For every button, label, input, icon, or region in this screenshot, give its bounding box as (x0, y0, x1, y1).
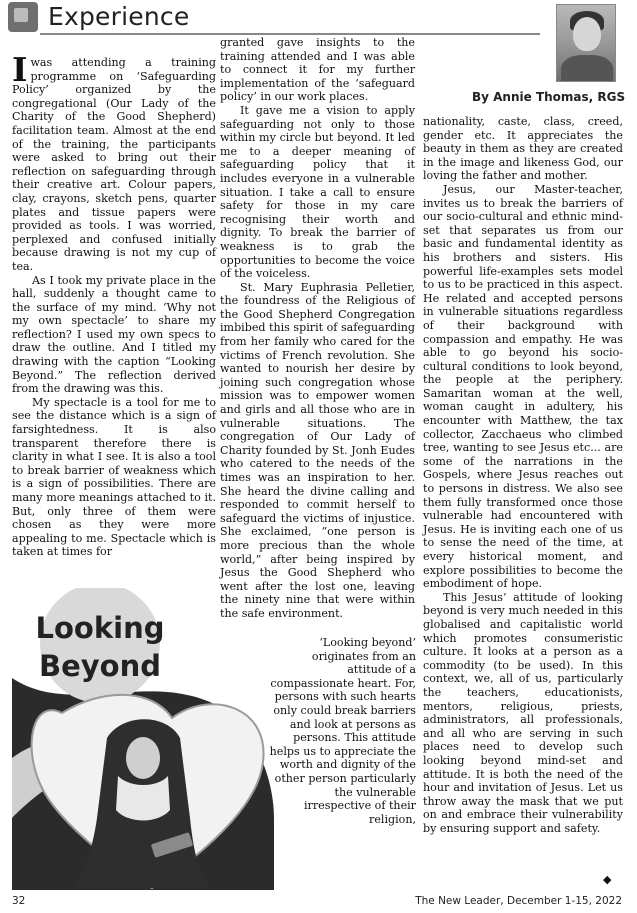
drop-cap: I (12, 50, 28, 89)
author-photo (556, 4, 616, 82)
article-column-2-continued (268, 636, 416, 826)
article-paragraph: nationality, caste, class, creed, gender etc. It appreciates the beauty in them as they are created in the image and likeness God, our loving the father and mother. (423, 115, 623, 183)
illustration-title-line2: Beyond (38, 649, 162, 683)
article-column-1 (12, 50, 216, 559)
article-paragraph: This Jesus’ attitude of looking beyond is very much needed in this globalised and capitalistic world which promotes consumeristic culture. It looks at a person as a commodity (to be used). In this context, we, all of us, particularly the teachers, educationists, mentors, religious, priests, administrators, all professionals, and all who are serving in such places need to develop such looking beyond mind-set and attitude. It is both the need of the hour and invitation of Jesus. Let us throw away the mask that we put on and embrace their vulnerability by ensuring support and safety. (423, 590, 623, 835)
section-icon (8, 2, 38, 32)
article-paragraph: Jesus, our Master-teacher, invites us to break the barriers of our socio-cultural and ethnic mind-set that separates us from our basic and fundamental identity as his brothers and sisters. His powerful life-examples sets model to us to be practiced in this aspect. He related and accepted persons in vulnerable situations regardless of their background with compassion and empathy. He was able to go beyond his socio-cultural conditions to look beyond, the people at the periphery. Samaritan woman at the well, woman caught in adultery, his encounter with Matthew, the tax collector, Zacchaeus who climbed tree, wanting to see Jesus etc... are some of the narrations in the Gospels, where Jesus reaches out to persons in distress. We also see them fully transformed once those vulnerable had encountered with Jesus. He is inviting each one of us to sense the need of the time, at every historical moment, and explore possibilities to become the embodiment of hope. (423, 182, 623, 591)
page-number: 32 (12, 895, 26, 907)
article-paragraph: ‘Looking beyond’ originates from an attitude of a compassionate heart. For, persons with such hearts only could break barriers and look at persons as persons. This attitude helps us to appreciate the worth and dignity of the other person particularly the vulnerable irrespective of their religion, (269, 636, 416, 826)
article-paragraph: granted gave insights to the training attended and I was able to connect it for my further implementation of the ‘safeguard policy’ in our work places. (220, 36, 415, 104)
article-column-3 (423, 115, 623, 835)
end-mark: ◆ (603, 873, 612, 886)
article-paragraph: As I took my private place in the hall, suddenly a thought came to the surface of my mind. ‘Why not my own spectacle’ to share my reflection? I used my own specs to draw the outline. And I titled my drawing with the caption “Looking Beyond.” The reflection derived from the drawing was this. (12, 273, 216, 396)
section-title: Experience (48, 2, 190, 31)
publication-info: The New Leader, December 1-15, 2022 (415, 895, 622, 907)
article-paragraph: Iwas attending a training programme on ‘Safeguarding Policy’ organized by the congregational (Our Lady of the Charity of the Good Shepherd) facilitation team. Almost at the end of the training, the participants were asked to bring out their reflection on safeguarding through their creative art. Colour papers, clay, crayons, sketch pens, quarter plates and tissue papers were provided as tools. I was worried, perplexed and confused initially because drawing is not my cup of tea. (12, 50, 216, 273)
article-paragraph: St. Mary Euphrasia Pelletier, the foundress of the Religious of the Good Shepherd Congregation imbibed this spirit of safeguarding from her family who cared for the victims of French revolution. She wanted to nourish her desire by joining such congregation whose mission was to empower women and girls and all those who are in vulnerable situations. The congregation of Our Lady of Charity founded by St. Jonh Eudes who catered to the needs of the times was an inspiration to her. She heard the divine calling and responded to commit herself to safeguard the victims of injustice. She exclaimed, “one person is more precious than the whole world,” after being inspired by Jesus the Good Shepherd who went after the lost one, leaving the ninety nine that were within the safe environment. (220, 280, 415, 620)
article-paragraph: It gave me a vision to apply safeguarding not only to those within my circle but beyond. It led me to a deeper meaning of safeguarding policy that it includes everyone in a vulnerable situation. I take a call to ensure safety for those in my care recognising their worth and dignity. To break the barrier of weakness is to grab the opportunities to become the voice of the voiceless. (220, 103, 415, 281)
author-byline: By Annie Thomas, RGS (472, 90, 626, 104)
illustration-title-line1: Looking (35, 611, 165, 645)
article-paragraph: My spectacle is a tool for me to see the distance which is a sign of farsightedness. It is also transparent therefore there is clarity in what I see. It is also a tool to break barrier of weakness which is a sign of possibilities. There are many more meanings attached to it. But, only three of them were chosen as they were more appealing to me. Spectacle which is taken at times for (12, 395, 216, 559)
header-rule (40, 33, 540, 35)
article-column-2 (220, 36, 415, 621)
looking-beyond-illustration (12, 588, 274, 890)
